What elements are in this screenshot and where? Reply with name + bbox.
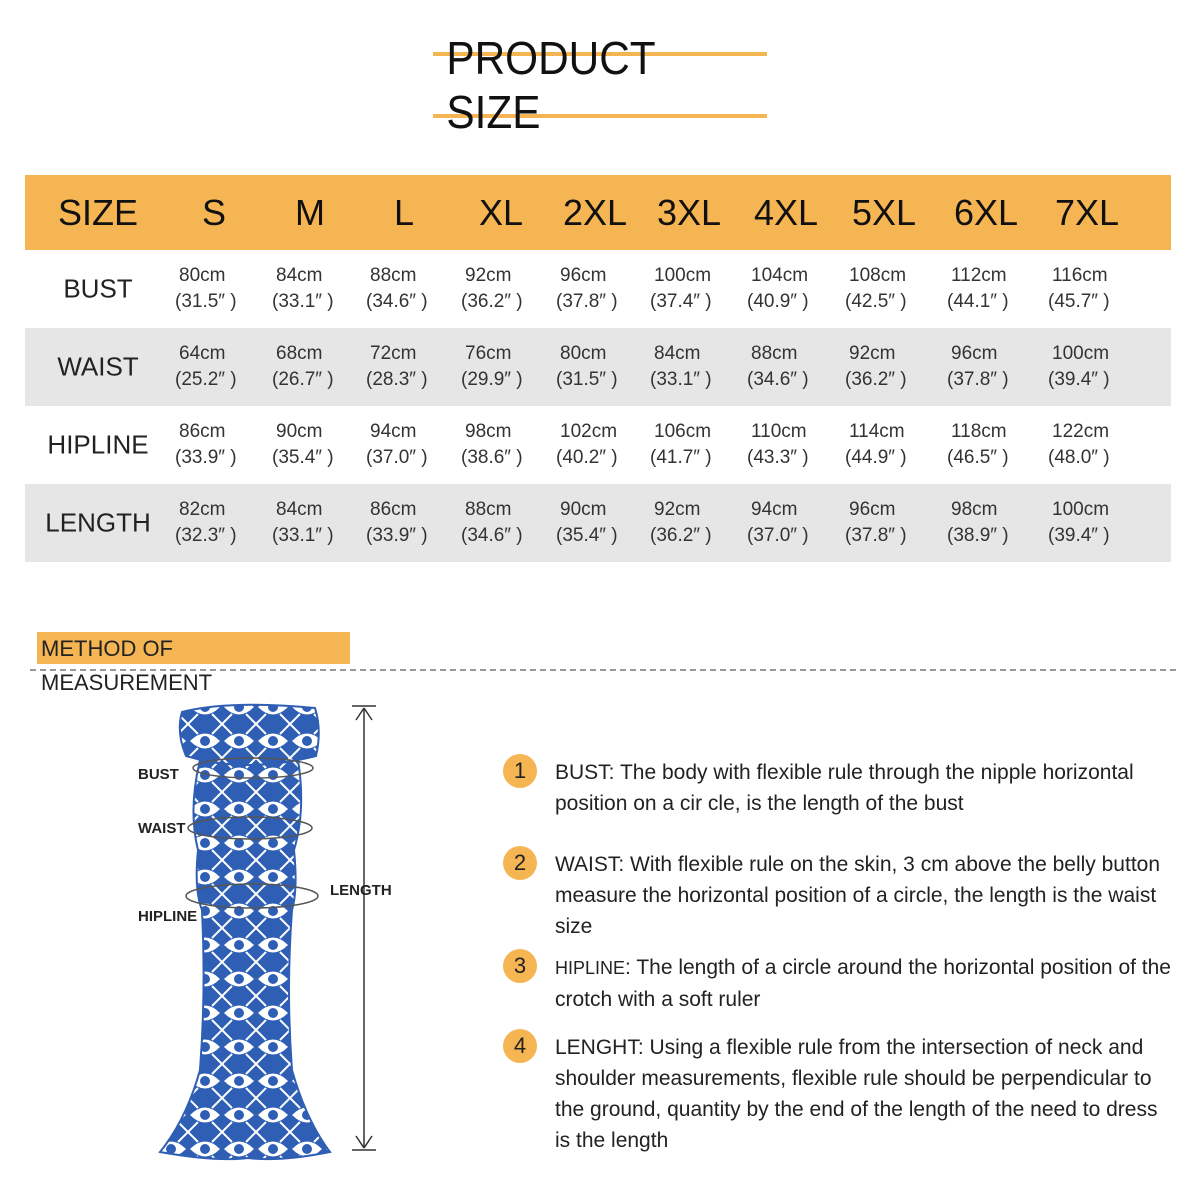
cell-cm-value: 86cm (370, 499, 417, 520)
cell-inch-value: (37.8″ ) (947, 369, 1009, 390)
table-cell (747, 419, 809, 471)
cell-cm-value: 64cm (179, 343, 226, 364)
cell-inch-value: (39.4″ ) (1048, 369, 1110, 390)
table-cell (747, 341, 809, 393)
header-size-label: SIZE (57, 191, 139, 233)
step-waist (503, 849, 1175, 942)
cell-cm-value: 88cm (465, 499, 512, 520)
table-cell (1048, 497, 1110, 549)
table-cell (1048, 419, 1110, 471)
cell-inch-value: (36.2″ ) (650, 525, 712, 546)
cell-inch-value: (33.1″ ) (272, 525, 334, 546)
cell-cm-value: 106cm (654, 421, 712, 442)
table-row (25, 328, 1171, 406)
table-cell (845, 263, 907, 315)
cell-inch-value: (46.5″ ) (947, 447, 1009, 468)
table-cell (1048, 263, 1110, 315)
table-cell (175, 419, 237, 471)
step-hipline-body: : The length of a circle around the horizontal position of the crotch with a soft ruler (555, 956, 1171, 1011)
step-text-waist: WAIST: With flexible rule on the skin, 3 cm above the belly button measure the horizontal position of a circle, the length is the waist size (555, 853, 1161, 938)
table-cell (845, 341, 907, 393)
table-cell (175, 263, 237, 315)
cell-inch-value: (29.9″ ) (461, 369, 523, 390)
cell-inch-value: (37.8″ ) (556, 291, 618, 312)
cell-inch-value: (37.0″ ) (747, 525, 809, 546)
table-cell (650, 419, 712, 471)
cell-cm-value: 68cm (276, 343, 323, 364)
header-size-m: M (295, 191, 325, 233)
cell-cm-value: 92cm (465, 265, 512, 286)
cell-cm-value: 90cm (560, 499, 607, 520)
step-text-bust: BUST: The body with flexible rule through the nipple horizontal position on a cir cle, is the length of the bust (555, 761, 1134, 815)
table-cell (650, 497, 712, 549)
step-number-1: 1 (503, 754, 537, 788)
header-size-5xl: 5XL (851, 191, 917, 233)
cell-inch-value: (35.4″ ) (556, 525, 618, 546)
cell-cm-value: 80cm (179, 265, 226, 286)
cell-inch-value: (34.6″ ) (747, 369, 809, 390)
cell-inch-value: (36.2″ ) (845, 369, 907, 390)
table-cell (556, 419, 618, 471)
cell-inch-value: (26.7″ ) (272, 369, 334, 390)
cell-inch-value: (40.2″ ) (556, 447, 618, 468)
cell-cm-value: 104cm (751, 265, 809, 286)
cell-inch-value: (39.4″ ) (1048, 525, 1110, 546)
table-cell (461, 419, 523, 471)
cell-cm-value: 88cm (370, 265, 417, 286)
table-cell (461, 341, 523, 393)
row-label: BUST (63, 273, 133, 304)
cell-inch-value: (44.1″ ) (947, 291, 1009, 312)
table-cell (747, 497, 809, 549)
cell-cm-value: 92cm (849, 343, 896, 364)
cell-inch-value: (45.7″ ) (1048, 291, 1110, 312)
cell-inch-value: (33.1″ ) (272, 291, 334, 312)
figure-label-waist: WAIST (138, 820, 186, 837)
row-label: WAIST (57, 351, 139, 382)
cell-cm-value: 76cm (465, 343, 512, 364)
cell-inch-value: (34.6″ ) (366, 291, 428, 312)
cell-inch-value: (38.9″ ) (947, 525, 1009, 546)
table-cell (366, 263, 428, 315)
page-title-frame (433, 32, 767, 138)
table-cell (366, 497, 428, 549)
table-cell (272, 263, 334, 315)
header-size-6xl: 6XL (953, 191, 1019, 233)
cell-cm-value: 122cm (1052, 421, 1110, 442)
table-cell (947, 419, 1009, 471)
header-size-3xl: 3XL (656, 191, 722, 233)
step-text-length: LENGHT: Using a flexible rule from the intersection of neck and shoulder measurements, flexible rule should be perpendicular to the ground, quantity by the end of the length of the need to dress is the length (555, 1036, 1158, 1152)
cell-cm-value: 116cm (1052, 265, 1108, 286)
cell-inch-value: (37.8″ ) (845, 525, 907, 546)
table-cell (175, 341, 237, 393)
cell-cm-value: 94cm (370, 421, 417, 442)
figure-label-bust: BUST (138, 766, 179, 783)
dress-figure (120, 690, 420, 1170)
header-size-l: L (393, 191, 415, 233)
table-cell (272, 497, 334, 549)
cell-cm-value: 80cm (560, 343, 607, 364)
cell-inch-value: (31.5″ ) (556, 369, 618, 390)
table-cell (366, 341, 428, 393)
header-size-s: S (201, 191, 227, 233)
table-cell (272, 419, 334, 471)
cell-cm-value: 100cm (1052, 499, 1110, 520)
cell-inch-value: (42.5″ ) (845, 291, 907, 312)
step-number-3: 3 (503, 949, 537, 983)
table-cell (556, 497, 618, 549)
table-cell (461, 263, 523, 315)
cell-inch-value: (37.0″ ) (366, 447, 428, 468)
cell-cm-value: 96cm (951, 343, 998, 364)
header-size-7xl: 7XL (1054, 191, 1120, 233)
cell-inch-value: (41.7″ ) (650, 447, 712, 468)
dashed-divider (30, 669, 1176, 671)
cell-cm-value: 84cm (654, 343, 701, 364)
step-number-4: 4 (503, 1029, 537, 1063)
cell-cm-value: 96cm (560, 265, 607, 286)
cell-inch-value: (33.1″ ) (650, 369, 712, 390)
step-number-2: 2 (503, 846, 537, 880)
cell-inch-value: (38.6″ ) (461, 447, 523, 468)
size-table (25, 175, 1171, 562)
cell-cm-value: 84cm (276, 499, 323, 520)
table-cell (947, 497, 1009, 549)
table-cell (947, 263, 1009, 315)
cell-cm-value: 86cm (179, 421, 226, 442)
row-label: LENGTH (45, 507, 151, 538)
cell-cm-value: 100cm (1052, 343, 1110, 364)
cell-inch-value: (28.3″ ) (366, 369, 428, 390)
table-cell (366, 419, 428, 471)
cell-cm-value: 92cm (654, 499, 701, 520)
figure-label-length: LENGTH (330, 882, 392, 899)
cell-cm-value: 112cm (951, 265, 1007, 286)
cell-inch-value: (44.9″ ) (845, 447, 907, 468)
table-cell (272, 341, 334, 393)
table-cell (747, 263, 809, 315)
cell-cm-value: 88cm (751, 343, 798, 364)
table-cell (947, 341, 1009, 393)
table-row (25, 406, 1171, 484)
cell-cm-value: 114cm (849, 421, 905, 442)
cell-cm-value: 108cm (849, 265, 907, 286)
table-cell (845, 419, 907, 471)
cell-cm-value: 72cm (370, 343, 417, 364)
cell-cm-value: 90cm (276, 421, 323, 442)
cell-cm-value: 98cm (465, 421, 512, 442)
step-text-hipline (555, 952, 1175, 1015)
table-cell (556, 341, 618, 393)
cell-inch-value: (33.9″ ) (175, 447, 237, 468)
step-bust (503, 757, 1175, 819)
table-cell (650, 263, 712, 315)
cell-inch-value: (32.3″ ) (175, 525, 237, 546)
cell-inch-value: (33.9″ ) (366, 525, 428, 546)
cell-cm-value: 110cm (751, 421, 807, 442)
row-label: HIPLINE (47, 429, 149, 460)
dress-illustration-icon (120, 690, 420, 1170)
figure-label-hipline: HIPLINE (138, 908, 198, 925)
cell-cm-value: 118cm (951, 421, 1007, 442)
table-cell (556, 263, 618, 315)
table-cell (175, 497, 237, 549)
header-size-xl: XL (478, 191, 524, 233)
cell-inch-value: (34.6″ ) (461, 525, 523, 546)
cell-inch-value: (40.9″ ) (747, 291, 809, 312)
cell-inch-value: (37.4″ ) (650, 291, 712, 312)
cell-cm-value: 96cm (849, 499, 896, 520)
page-title: PRODUCT SIZE (446, 32, 655, 138)
method-heading: METHOD OF MEASUREMENT (37, 632, 350, 664)
cell-cm-value: 102cm (560, 421, 618, 442)
cell-inch-value: (31.5″ ) (175, 291, 237, 312)
cell-cm-value: 100cm (654, 265, 712, 286)
step-hipline-prefix: HIPLINE (555, 958, 626, 978)
table-row (25, 250, 1171, 328)
table-cell (845, 497, 907, 549)
size-table-header (25, 175, 1171, 250)
header-size-2xl: 2XL (562, 191, 628, 233)
table-cell (461, 497, 523, 549)
table-cell (1048, 341, 1110, 393)
step-hipline (503, 952, 1175, 1015)
table-row (25, 484, 1171, 562)
cell-cm-value: 82cm (179, 499, 226, 520)
table-cell (650, 341, 712, 393)
cell-inch-value: (43.3″ ) (747, 447, 809, 468)
cell-cm-value: 94cm (751, 499, 798, 520)
cell-inch-value: (35.4″ ) (272, 447, 334, 468)
cell-inch-value: (36.2″ ) (461, 291, 523, 312)
header-size-4xl: 4XL (753, 191, 819, 233)
cell-inch-value: (25.2″ ) (175, 369, 237, 390)
step-length (503, 1032, 1175, 1156)
cell-cm-value: 98cm (951, 499, 998, 520)
cell-inch-value: (48.0″ ) (1048, 447, 1110, 468)
cell-cm-value: 84cm (276, 265, 323, 286)
